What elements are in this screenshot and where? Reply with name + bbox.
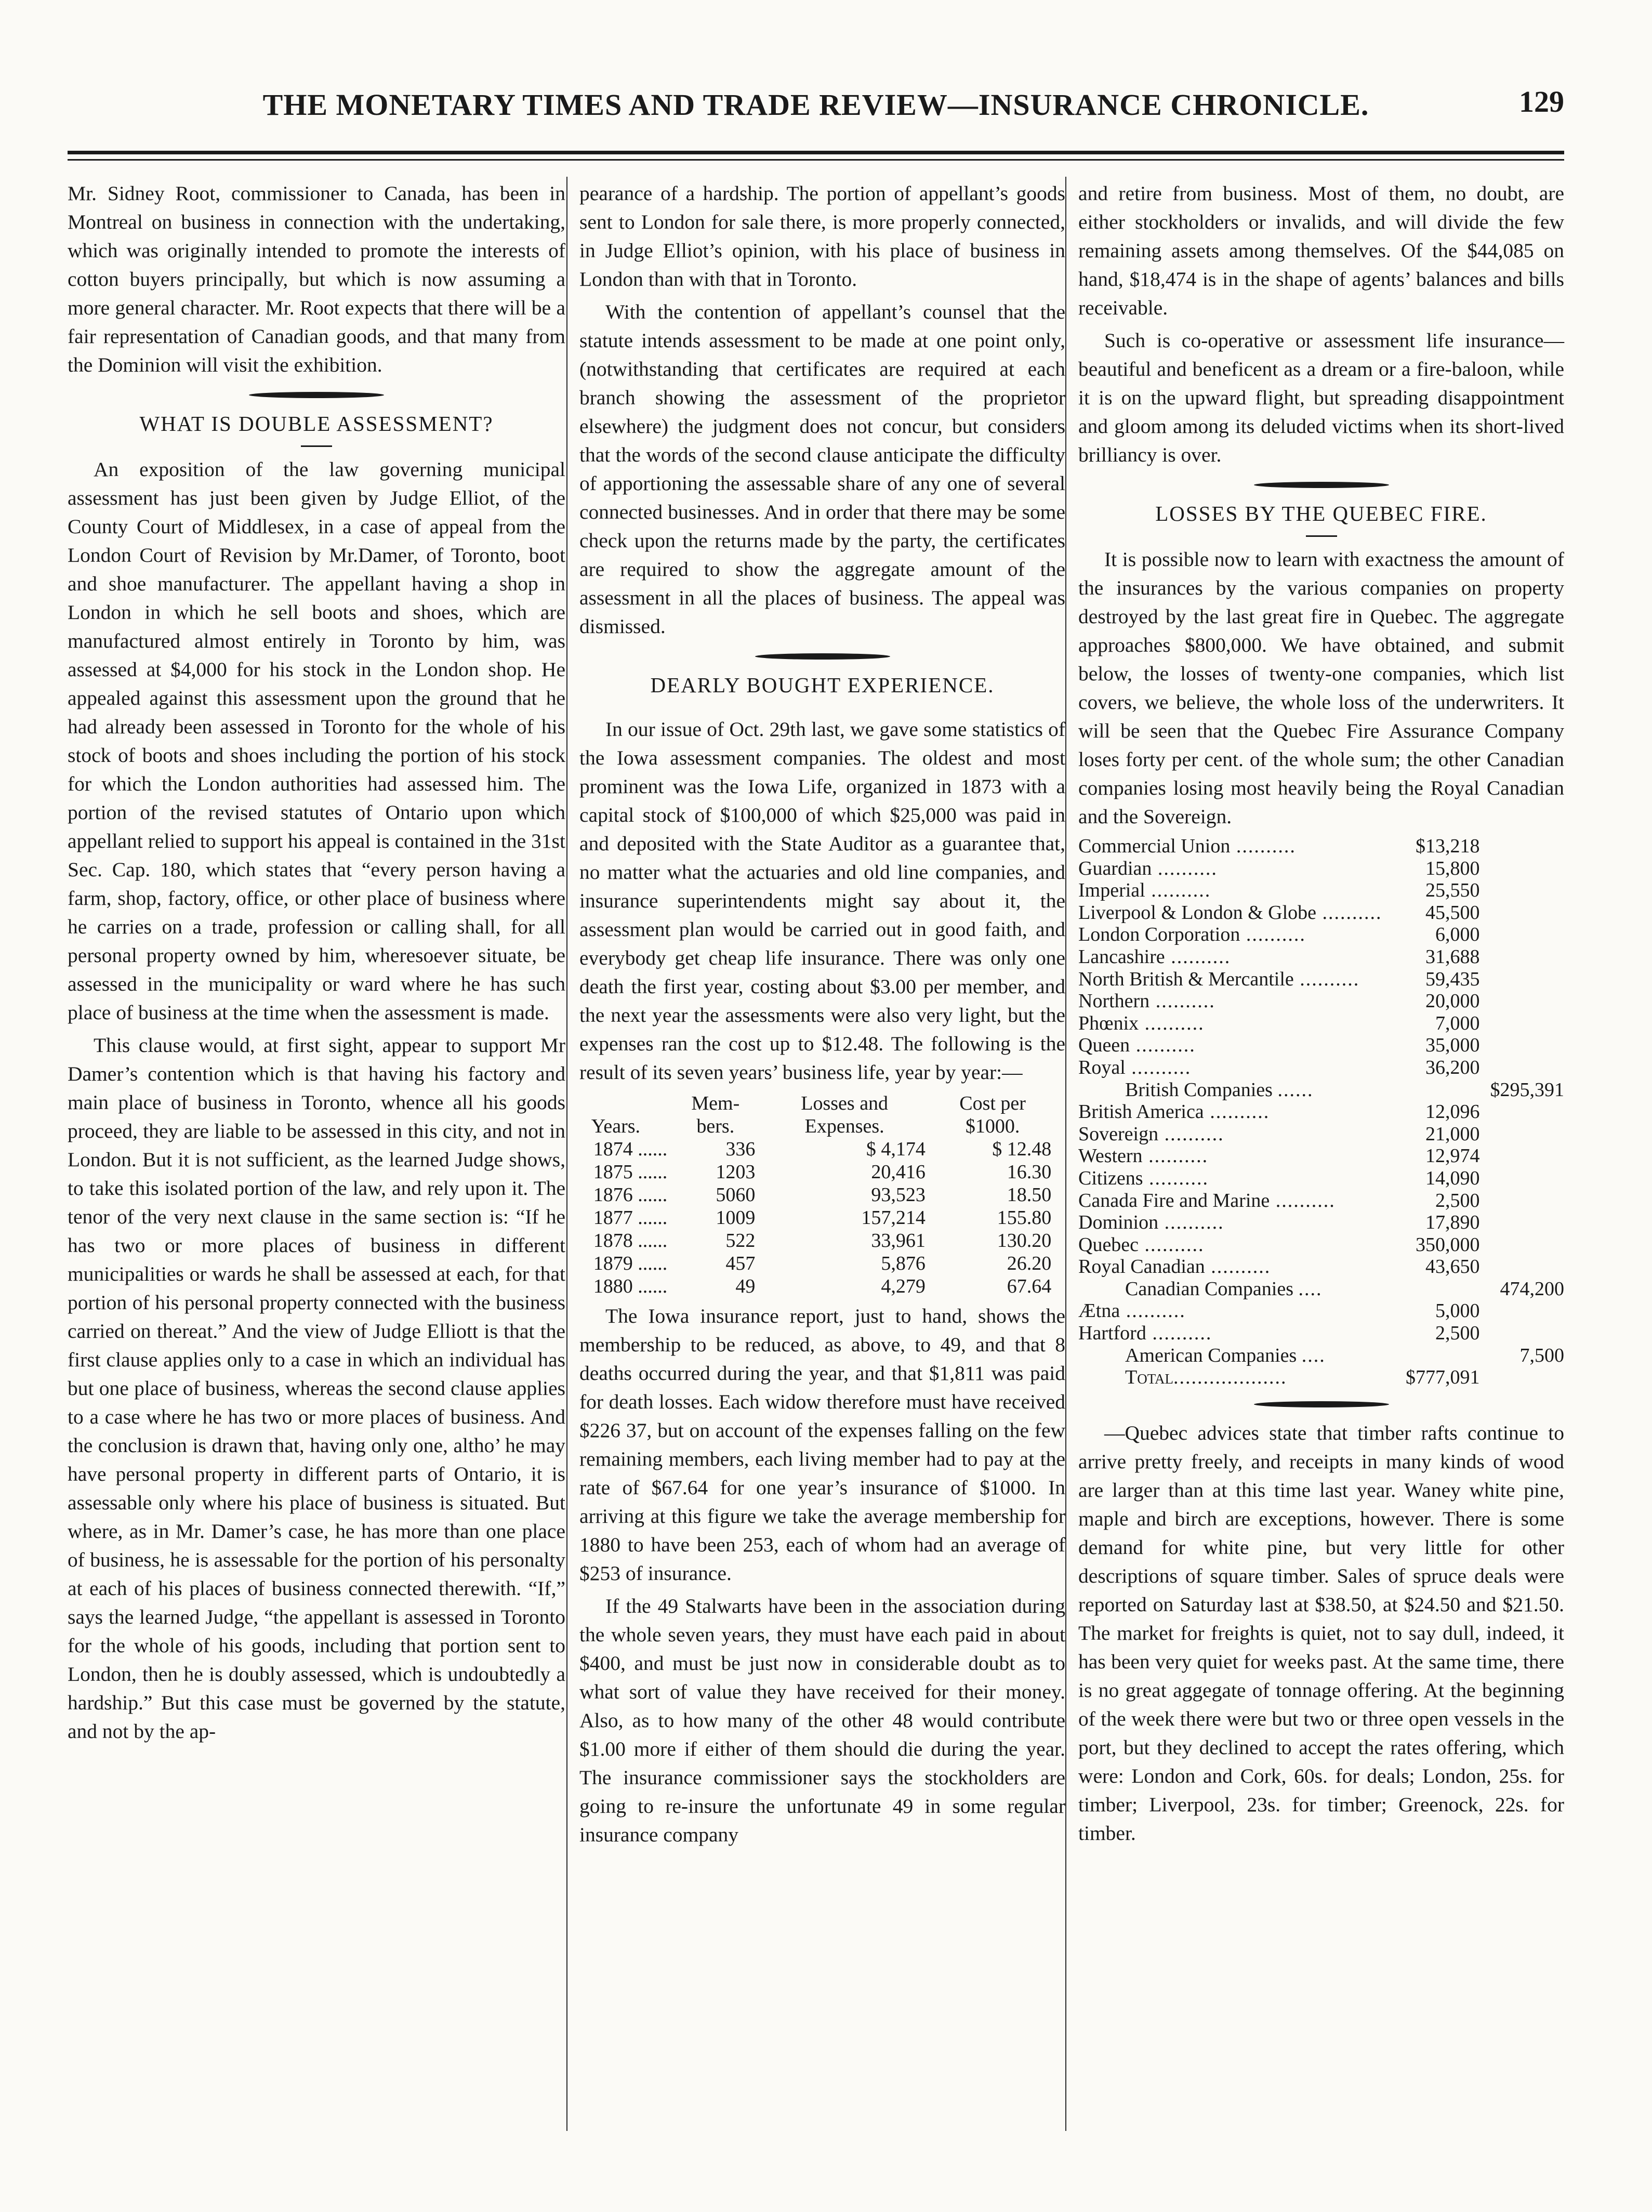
members-cell: 522	[725, 1230, 756, 1252]
table-row: Sovereign .......... 21,000	[1078, 1123, 1564, 1146]
cost-cell: 18.50	[1007, 1184, 1052, 1206]
total-label: Total	[1125, 1366, 1174, 1389]
table-row: North British & Mercantile .......... 59,435	[1078, 968, 1564, 991]
company-name: Canada Fire and Marine	[1078, 1189, 1270, 1212]
company-name: Guardian	[1078, 857, 1152, 879]
year-cell: 1878 ......	[593, 1230, 668, 1252]
loss-amount: 21,000	[1425, 1123, 1480, 1145]
column-1	[68, 179, 565, 1746]
cost-cell: 26.20	[1007, 1253, 1052, 1274]
grand-total-row: Total................... $777,091	[1078, 1366, 1564, 1389]
company-name: Liverpool & London & Globe	[1078, 901, 1317, 924]
double-assessment-paragraph-2: This clause would, at first sight, appear to support Mr Damer’s contention which is that having his factory and main place of business in Toronto, whence all his goods proceed, they are liable to be assessed in this city, and not in London. But it is not sufficient, as the learned Judge shows, to take this isolated portion of the law, and rely upon it. The tenor of the very next clause in the same section is: “If he has two or more places of business in different municipalities or wards he shall be assessed at each, for that portion of his personal property connected with the business carried on thereat.” And the view of Judge Elliott is that the first clause applies only to a case in which an individual has but one place of business, whereas the second clause applies to a case where he has two or more places of business. And the conclusion is drawn that, having only one, altho’ he may have personal property in different parts of Ontario, it is assessable only where his place of business is situated. But where, as in Mr. Damer’s case, he has more than one place of business, he is assessable for the portion of his personalty at each of his places of business connected therewith. “If,” says the learned Judge, “the appellant is assessed in Toronto for the whole of his goods, including that portion sent to London, then he is doubly assessed, which is undoubtedly a hardship.” But this case must be governed by the statute, and not by the ap-	[68, 1034, 565, 1743]
company-name: Ætna	[1078, 1300, 1120, 1322]
table-row: Royal .......... 36,200	[1078, 1057, 1564, 1079]
members-cell: 5060	[716, 1184, 756, 1206]
company-name: North British & Mercantile	[1078, 968, 1294, 990]
loss-amount: 7,000	[1435, 1012, 1480, 1034]
loss-amount: 59,435	[1425, 968, 1480, 990]
dearly-bought-heading: DEARLY BOUGHT EXPERIENCE.	[650, 673, 995, 697]
company-name: Western	[1078, 1145, 1143, 1167]
table-row	[589, 1183, 1056, 1206]
company-name: Royal Canadian	[1078, 1256, 1205, 1278]
losses-table	[1078, 835, 1564, 1389]
iowa-paragraph-1: In our issue of Oct. 29th last, we gave some statistics of the Iowa assessment companies. The oldest and most prominent was the Iowa Life, organized in 1873 with a capital stock of $100,000 of which $25,000 was paid in and deposited with the State Auditor as a guarantee that, no matter what the actuaries and old line companies, and insurance superintendents might say about it, the assessment plan would be carried out in good faith, and everybody get cheap life insurance. There was only one death the first year, costing about $3.00 per member, and the next year the assessments were also very light, but the expenses ran the cost up to $12.48. The following is the result of its seven years’ business life, year by year:—	[579, 718, 1065, 1084]
table-row: Guardian .......... 15,800	[1078, 858, 1564, 880]
header-rule-thin	[68, 159, 1564, 161]
loss-amount: 31,688	[1425, 945, 1480, 968]
canadian-companies-total: 474,200	[1500, 1278, 1564, 1300]
company-name: Hartford	[1078, 1322, 1146, 1345]
double-assessment-heading: WHAT IS DOUBLE ASSESSMENT?	[139, 412, 494, 436]
year-cell: 1875 ......	[593, 1161, 668, 1183]
losses-cell: $ 4,174	[866, 1138, 926, 1160]
page-number: 129	[1519, 85, 1564, 118]
header-rule-thick	[68, 151, 1564, 154]
losses-cell: 157,214	[861, 1207, 926, 1229]
cost-cell: $ 12.48	[992, 1138, 1052, 1160]
table-row: Dominion .......... 17,890	[1078, 1212, 1564, 1234]
contention-paragraph: With the contention of appellant’s counsel that the statute intends assessment to be made at one point only, (notwithstanding that certificates are required at each branch showing the assessment of the proprietor elsewhere) the judgment does not concur, but considers that the words of the second clause anticipate the difficulty of apportioning the assessable share of any one of several connected businesses. And in order that there may be some check upon the returns made by the party, the certificates are required to show the aggregate amount of the assessment in all the places of business. The appeal was dismissed.	[579, 300, 1065, 638]
table-row	[589, 1161, 1056, 1183]
section-separator	[249, 392, 384, 398]
table-row: Commercial Union .......... $13,218	[1078, 835, 1564, 858]
year-cell: 1874 ......	[593, 1138, 668, 1160]
section-separator	[1254, 1401, 1389, 1407]
subtotal-row: American Companies .... 7,500	[1125, 1344, 1564, 1366]
cooperative-paragraph: Such is co-operative or assessment life insurance—beautiful and beneficent as a dream or a fire-baloon, while it is on the upward flight, but spreading disappointment and gloom among its deluded victims when its short-lived brilliancy is over.	[1078, 329, 1564, 466]
column-3	[1065, 179, 1564, 1848]
losses-cell: 4,279	[881, 1275, 926, 1297]
cost-cell: 130.20	[997, 1230, 1052, 1252]
canadian-companies-label: Canadian Companies	[1125, 1278, 1293, 1300]
table-header-row	[589, 1092, 1056, 1138]
loss-amount: 2,500	[1435, 1189, 1480, 1212]
losses-cell: 20,416	[871, 1161, 926, 1183]
total-value: $777,091	[1406, 1366, 1480, 1389]
iowa-statistics-table	[589, 1092, 1056, 1298]
company-name: British America	[1078, 1101, 1204, 1123]
quebec-fire-paragraph: It is possible now to learn with exactness the amount of the insurances by the various companies on property destroyed by the last great fire in Quebec. The aggregate approaches $800,000. We have obtained, and submit below, the losses of twenty-one companies, which list covers, we believe, the whole loss of the underwriters. It will be seen that the Quebec Fire Assurance Company loses forty per cent. of the whole sum; the other Canadian companies losing most heavily being the Royal Canadian and the Sovereign.	[1078, 548, 1564, 828]
quebec-fire-heading: LOSSES BY THE QUEBEC FIRE.	[1155, 502, 1487, 525]
loss-amount: 43,650	[1425, 1256, 1480, 1278]
year-cell: 1879 ......	[593, 1253, 668, 1274]
company-name: Dominion	[1078, 1212, 1159, 1234]
publication-title: THE MONETARY TIMES AND TRADE REVIEW—INSURANCE CHRONICLE.	[262, 88, 1369, 122]
table-row: Hartford .......... 2,500	[1078, 1322, 1564, 1345]
members-cell: 336	[725, 1138, 756, 1160]
double-assessment-paragraph-1: An exposition of the law governing municipal assessment has just been given by Judge Elliot, of the County Court of Middlesex, in a case of appeal from the London Court of Revision by Mr.Damer, of Toronto, boot and shoe manufacturer. The appellant having a shop in London in which he sell boots and shoes, which are manufactured almost entirely in Toronto by him, was assessed at $4,000 for his stock in the London shop. He appealed against this assessment upon the ground that he had already been assessed in Toronto for the whole of his stock of boots and shoes including the portion of his stock for which the London authorities had assessed him. The portion of the revised statutes of Ontario upon which appellant relied to support his appeal is contained in the 31st Sec. Cap. 180, which states that “every person having a farm, shop, factory, office, or other place of business where he carries on a trade, profession or calling shall, for all personal property owned by him, wheresoever situate, be assessed in the municipality or ward where he has such place of business at the time when the assessment is made.	[68, 458, 565, 1024]
table-row	[589, 1206, 1056, 1229]
company-name: Imperial	[1078, 879, 1145, 902]
quebec-timber-paragraph: —Quebec advices state that timber rafts continue to arrive pretty freely, and receipts in many kinds of wood are larger than at this time last year. Waney white pine, maple and birch are exceptions, however. There is some demand for white pine, but very little for other descriptions of square timber. Sales of spruce deals were reported on Saturday last at $38.50, at $24.50 and $21.50. The market for freights is quiet, not to say dull, indeed, it has been very quiet for weeks past. At the same time, there is no great aggegate of tonnage offering. At the beginning of the week there were but two or three open vessels in the port, but they declined to accept the rates offering, which were: London and Cork, 60s. for deals; London, 25s. for timber; Liverpool, 23s. for timber; Greenock, 22s. for timber.	[1078, 1421, 1564, 1845]
table-row: Quebec .......... 350,000	[1078, 1234, 1564, 1256]
british-companies-total: $295,391	[1490, 1078, 1564, 1101]
british-companies-label: British Companies	[1125, 1078, 1273, 1101]
year-cell: 1876 ......	[593, 1184, 668, 1206]
loss-amount: 20,000	[1425, 990, 1480, 1012]
company-name: Quebec	[1078, 1233, 1139, 1256]
column-2	[566, 179, 1065, 1849]
heading-rule	[301, 445, 332, 447]
company-name: London Corporation	[1078, 924, 1240, 946]
hardship-continuation: pearance of a hardship. The portion of appellant’s goods sent to London for sale there, is more properly connected, in Judge Elliot’s opinion, with his place of business in London than with that in Toronto.	[579, 182, 1065, 291]
company-name: Lancashire	[1078, 945, 1165, 968]
loss-amount: 15,800	[1425, 857, 1480, 879]
members-cell: 49	[735, 1275, 756, 1297]
table-row: Ætna .......... 5,000	[1078, 1300, 1564, 1322]
root-exhibition-paragraph: Mr. Sidney Root, commissioner to Canada, has been in Montreal on business in connection with the undertaking, which was originally intended to promote the interests of cotton buyers principally, but which is now assuming a more general character. Mr. Root expects that there will be a fair representation of Canadian goods, and that many from the Dominion will visit the exhibition.	[68, 182, 565, 376]
company-name: Royal	[1078, 1056, 1126, 1078]
loss-amount: 36,200	[1425, 1056, 1480, 1078]
losses-cell: 5,876	[881, 1253, 926, 1274]
loss-amount: 12,096	[1425, 1101, 1480, 1123]
table-row: London Corporation .......... 6,000	[1078, 924, 1564, 946]
column-header: Years.	[591, 1115, 641, 1137]
table-row	[589, 1252, 1056, 1275]
table-row: Royal Canadian .......... 43,650	[1078, 1256, 1564, 1278]
loss-amount: 12,974	[1425, 1145, 1480, 1167]
losses-cell: 93,523	[871, 1184, 926, 1206]
loss-amount: 35,000	[1425, 1034, 1480, 1057]
cost-cell: 155.80	[997, 1207, 1052, 1229]
column-header: Cost per $1000.	[959, 1092, 1026, 1137]
iowa-paragraph-3: If the 49 Stalwarts have been in the association during the whole seven years, they must have each paid in about $400, and must be just now in considerable doubt as to what sort of value they have received for their money. Also, as to how many of the other 48 would contribute $1.00 more if either of them should die during the year. The insurance commissioner says the stockholders are going to re-insure the unfortunate 49 in some regular insurance company	[579, 1595, 1065, 1846]
table-row: British America .......... 12,096	[1078, 1101, 1564, 1123]
year-cell: 1880 ......	[593, 1275, 668, 1297]
section-separator	[1254, 482, 1389, 488]
company-name: Citizens	[1078, 1167, 1143, 1189]
table-row: Liverpool & London & Globe .......... 45,500	[1078, 902, 1564, 924]
loss-amount: 2,500	[1435, 1322, 1480, 1345]
cost-cell: 67.64	[1007, 1275, 1052, 1297]
loss-amount: $13,218	[1416, 835, 1480, 857]
table-row: Citizens .......... 14,090	[1078, 1167, 1564, 1190]
table-row: Northern .......... 20,000	[1078, 990, 1564, 1012]
table-row: Queen .......... 35,000	[1078, 1034, 1564, 1057]
column-header: Mem-bers.	[691, 1092, 740, 1137]
heading-rule	[1306, 535, 1337, 537]
members-cell: 1203	[716, 1161, 756, 1183]
company-name: Phœnix	[1078, 1012, 1139, 1034]
retire-continuation: and retire from business. Most of them, no doubt, are either stockholders or invalids, and will divide the few remaining assets among themselves. Of the $44,085 on hand, $18,474 is in the shape of agents’ balances and bills receivable.	[1078, 182, 1564, 319]
table-row	[589, 1229, 1056, 1252]
loss-amount: 5,000	[1435, 1300, 1480, 1322]
table-row: Canada Fire and Marine .......... 2,500	[1078, 1190, 1564, 1212]
table-row: Imperial .......... 25,550	[1078, 879, 1564, 902]
company-name: Queen	[1078, 1034, 1130, 1057]
loss-amount: 45,500	[1425, 901, 1480, 924]
iowa-paragraph-2: The Iowa insurance report, just to hand, shows the membership to be reduced, as above, to 49, and that 8 deaths occurred during the year, and that $1,811 was paid for death losses. Each widow therefore must have received $226 37, but on account of the expenses falling on the few remaining members, each living member had to pay at the rate of $67.64 for one year’s insurance of $1000. In arriving at this figure we take the average membership for 1880 to have been 253, each of whom had an average of $253 of insurance.	[579, 1305, 1065, 1585]
subtotal-row: British Companies ...... $295,391	[1125, 1078, 1564, 1101]
loss-amount: 6,000	[1435, 924, 1480, 946]
loss-amount: 25,550	[1425, 879, 1480, 902]
american-companies-label: American Companies	[1125, 1344, 1297, 1366]
table-row	[589, 1275, 1056, 1298]
cost-cell: 16.30	[1007, 1161, 1052, 1183]
loss-amount: 17,890	[1425, 1212, 1480, 1234]
table-row: Western .......... 12,974	[1078, 1145, 1564, 1167]
year-cell: 1877 ......	[593, 1207, 668, 1229]
loss-amount: 350,000	[1416, 1233, 1480, 1256]
subtotal-row: Canadian Companies .... 474,200	[1125, 1278, 1564, 1300]
american-companies-total: 7,500	[1519, 1344, 1564, 1366]
column-header: Losses and Expenses.	[801, 1092, 889, 1137]
page-header	[68, 78, 1564, 151]
table-row: Lancashire .......... 31,688	[1078, 946, 1564, 968]
section-separator	[755, 653, 890, 660]
table-row: Phœnix .......... 7,000	[1078, 1012, 1564, 1035]
company-name: Sovereign	[1078, 1123, 1159, 1145]
members-cell: 457	[725, 1253, 756, 1274]
members-cell: 1009	[716, 1207, 756, 1229]
company-name: Commercial Union	[1078, 835, 1231, 857]
loss-amount: 14,090	[1425, 1167, 1480, 1189]
company-name: Northern	[1078, 990, 1150, 1012]
table-row	[589, 1138, 1056, 1161]
losses-cell: 33,961	[871, 1230, 926, 1252]
